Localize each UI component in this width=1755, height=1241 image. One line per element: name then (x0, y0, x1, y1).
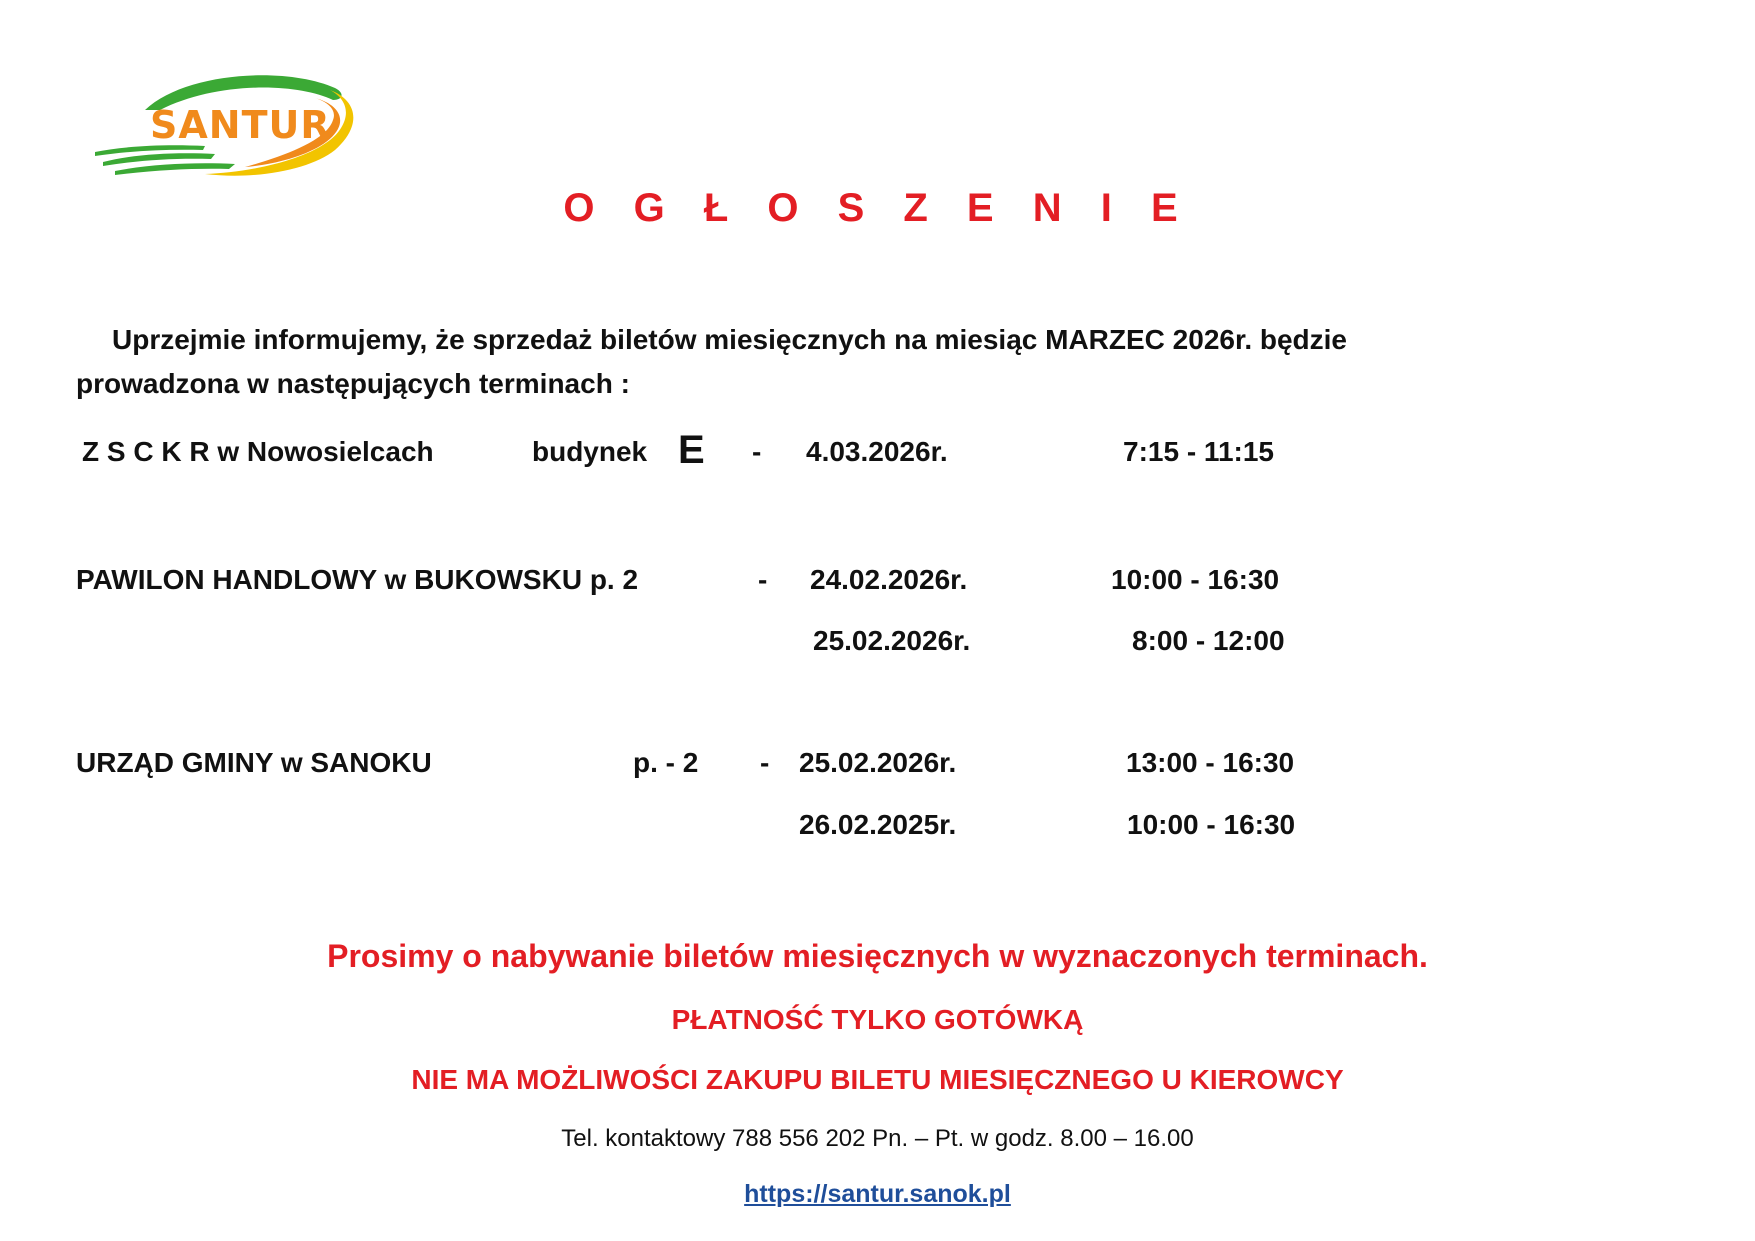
location-3-date-2: 26.02.2025r. (799, 809, 957, 840)
location-1-room-prefix: budynek (532, 436, 648, 467)
website-row (0, 1180, 1755, 1209)
location-1-date-1: 4.03.2026r. (806, 436, 948, 467)
location-3-time-2: 10:00 - 16:30 (1127, 809, 1296, 840)
intro-line-1: Uprzejmie informujemy, że sprzedaż biletów miesięcznych na miesiąc MARZEC 2026r. będzie (112, 324, 1348, 355)
page-title: O G Ł O S Z E N I E (563, 186, 1192, 230)
location-2-name: PAWILON HANDLOWY w BUKOWSKU p. 2 (76, 564, 639, 595)
location-2-dash: - (758, 564, 768, 595)
logo-wordmark (150, 103, 331, 147)
website-link[interactable]: https://santur.sanok.pl (744, 1180, 1011, 1208)
location-1-building: E (678, 428, 705, 472)
intro-line-2: prowadzona w następujących terminach : (76, 368, 630, 399)
location-2-date-1: 24.02.2026r. (810, 564, 968, 595)
location-3-dash: - (760, 747, 770, 778)
notice-payment: PŁATNOŚĆ TYLKO GOTÓWKĄ (671, 1004, 1084, 1035)
location-3-room: p. - 2 (633, 747, 699, 778)
location-2-time-1: 10:00 - 16:30 (1111, 564, 1280, 595)
location-1-name: Z S C K R w Nowosielcach (82, 436, 434, 467)
location-2-date-2: 25.02.2026r. (813, 625, 971, 656)
location-3-time-1: 13:00 - 16:30 (1126, 747, 1295, 778)
notice-no-driver-sale: NIE MA MOŻLIWOŚCI ZAKUPU BILETU MIESIĘCZNEGO U KIEROWCY (411, 1064, 1344, 1095)
notice-request: Prosimy o nabywanie biletów miesięcznych w wyznaczonych terminach. (327, 938, 1428, 974)
logo-wordmark-text: SANTUR (150, 103, 331, 147)
location-2-time-2: 8:00 - 12:00 (1132, 625, 1285, 656)
intro-paragraph (76, 318, 1556, 406)
location-1-time-1: 7:15 - 11:15 (1123, 436, 1274, 467)
location-3-date-1: 25.02.2026r. (799, 747, 957, 778)
santur-logo (95, 70, 365, 180)
location-3-name: URZĄD GMINY w SANOKU (76, 747, 432, 778)
contact-info: Tel. kontaktowy 788 556 202 Pn. – Pt. w godz. 8.00 – 16.00 (561, 1125, 1194, 1152)
location-1-dash: - (752, 436, 762, 467)
